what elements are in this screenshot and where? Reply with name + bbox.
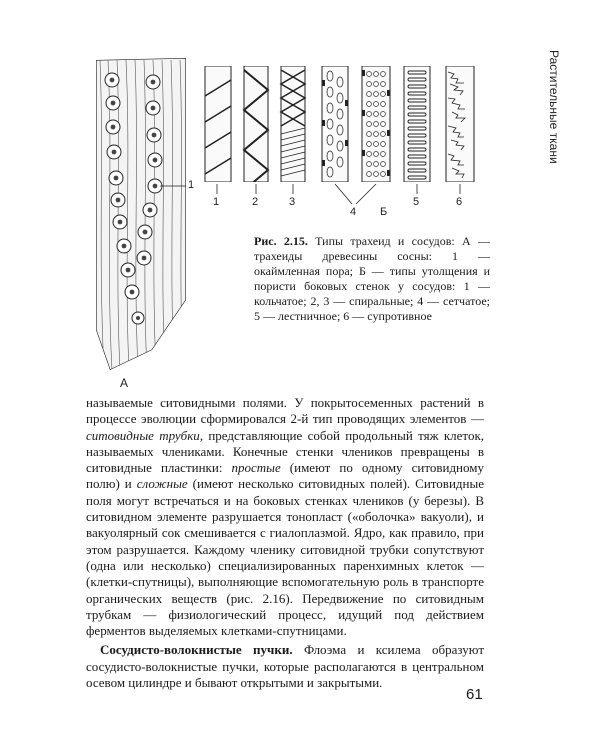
vessel-label-6: 6 [456,196,463,208]
caption-title: Рис. 2.15. [254,234,308,248]
vessel-reticulate-b [362,66,390,182]
p1-text-a: называемые ситовидными полями. У покрытосеменных растений в процессе эволюции сформировался 2-й тип проводящих элементов — [86,395,484,427]
vessel-label-4: 4 [350,206,357,218]
vessel-opposite [446,66,474,182]
p2-heading: Сосудисто-волокнистые пучки. [100,642,293,658]
tracheid-panel-label: А [120,376,129,390]
vessel-reticulate [322,66,348,182]
vessel-annular [205,66,231,182]
side-header [546,50,564,190]
vessel-label-5: 5 [413,196,420,208]
vessel-label-2: 2 [252,196,259,208]
vessel-scalariform [404,66,430,182]
p2-text: Флоэма и ксилема образуют сосудисто-волокнистые пучки, которые располагаются в центральном осевом цилиндре и бывают открытыми и закрытыми. [86,642,485,691]
paragraph-2 [86,642,484,691]
caption-text: Типы трахеид и сосудов: А — трахеиды древесины сосны: 1 — окаймленная пора; Б — типы утолщения и пористи боковых стенок у сосудов: 1 — кольчатое; 2, 3 — спиральные; 4 — сетчатое; 5 — лестничное; 6 — супротивное [254,234,490,323]
figure-caption [254,234,490,324]
vessel-label-b: Б [380,206,388,218]
body-text [86,395,484,691]
side-header-text: Растительные ткани [547,50,561,164]
pore-pointer-label: 1 [188,179,195,191]
vessel-spiral [244,66,268,190]
vessel-label-1: 1 [213,196,220,208]
p1-term-compound: сложные [136,476,188,492]
p1-term-simple: простые [231,460,281,476]
p1-text-c: (имеют по одному ситовидному полю) и [86,460,484,492]
p1-text-d: (имеют несколько ситовидных полей). Ситовидные поля могут встречаться и на боковых стенках члеников (у березы). В ситовидном элементе разрушается тонопласт («оболочка» вакуоли), и вакуолярный сок смешивается с гиалоплазмой. Ядро, как правило, при этом разрушается. Каждому членику ситовидной трубки сопутствуют (одна или несколько) специализированных паренхимных клеток — (клетки-спутницы), выполняющие вспомогательную роль в транспорте органических веществ (рис. 2.16). Передвижение по ситовидным трубкам — физиологический процесс, идущий под действием ферментов выделяемых клетками-спутницами. [86,476,484,639]
p1-term-sieve-tubes: ситовидные трубки [86,427,200,443]
tracheid-drawing [96,58,186,370]
page-number: 61 [466,686,483,703]
paragraph-1 [86,395,484,639]
p1-text-b: , представляющие собой продольный тяж клеток, называемых члениками. Конечные стенки члеников превращены в ситовидные пластинки: [86,427,485,476]
vessel-double-spiral [281,66,305,182]
vessel-label-3: 3 [289,196,296,208]
